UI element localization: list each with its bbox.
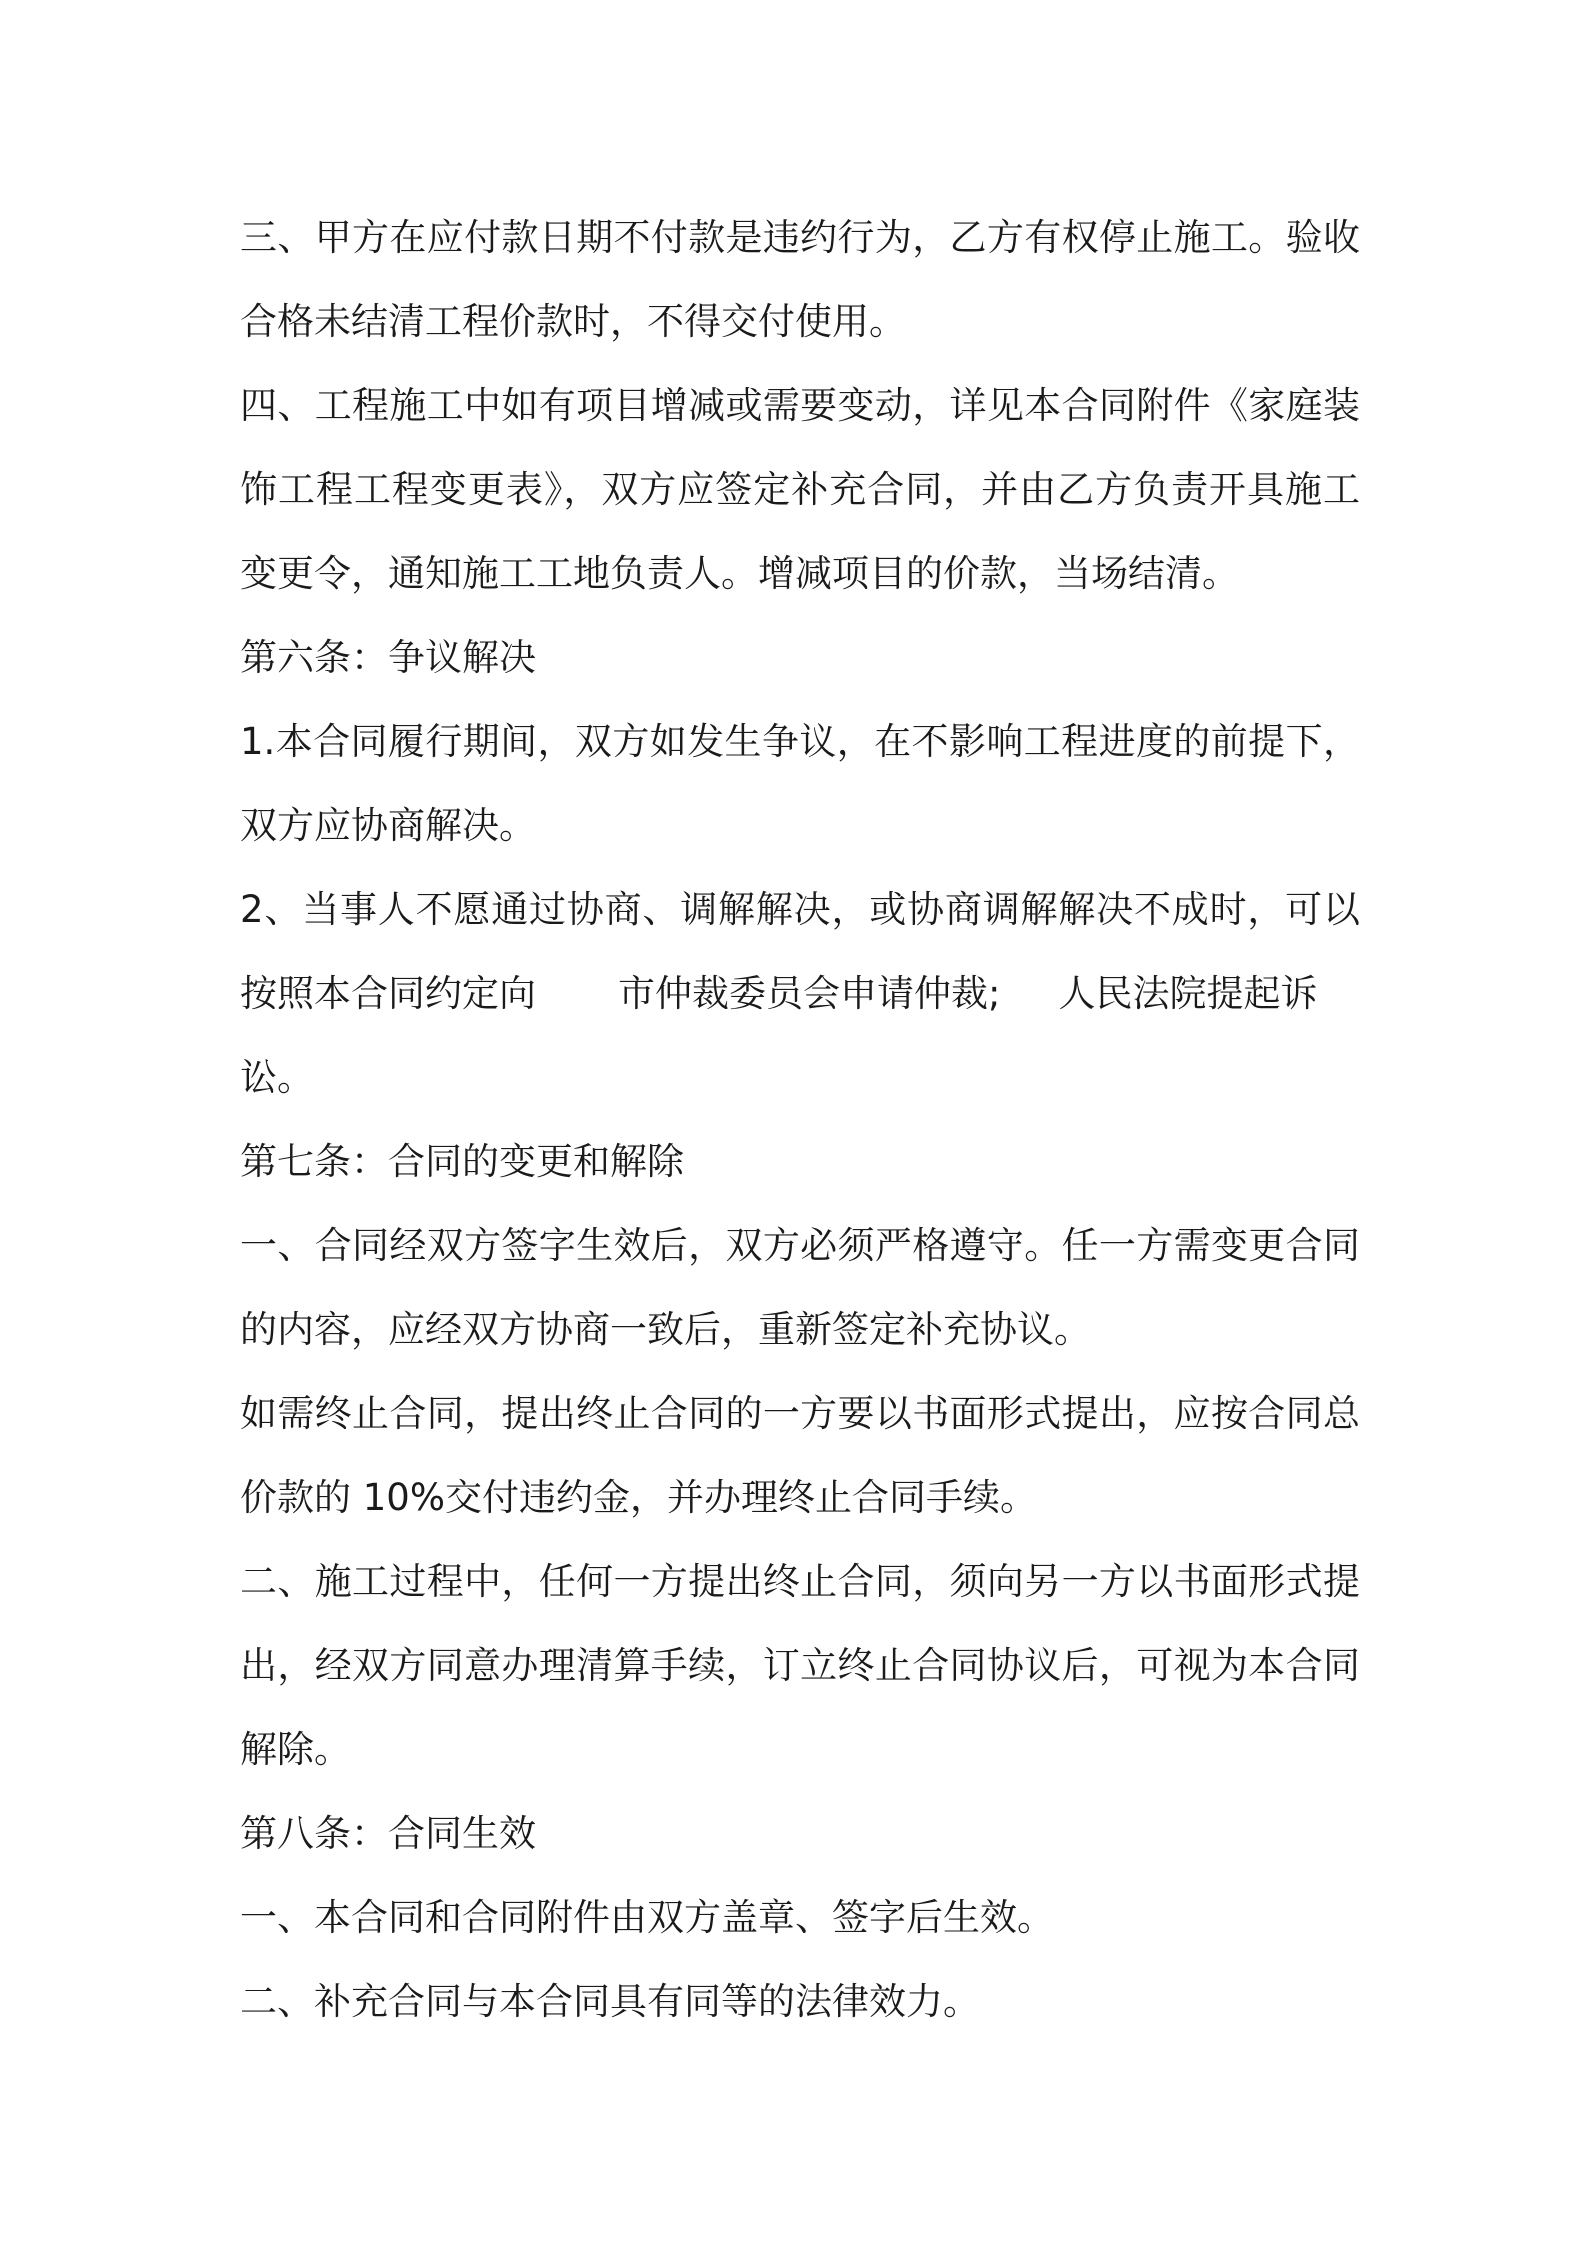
paragraph-line: 如需终止合同，提出终止合同的一方要以书面形式提出，应按合同总 <box>240 1392 1360 1435</box>
paragraph-line: 出，经双方同意办理清算手续，订立终止合同协议后，可视为本合同 <box>240 1644 1360 1687</box>
paragraph-line: 解除。 <box>240 1728 351 1771</box>
paragraph-line: 四、工程施工中如有项目增减或需要变动，详见本合同附件《家庭装 <box>240 384 1360 427</box>
arbitration-text-part3: 人民法院提起诉 <box>1058 972 1318 1015</box>
paragraph-line: 饰工程工程变更表》，双方应签定补充合同，并由乙方负责开具施工 <box>240 468 1360 511</box>
section-heading: 第七条：合同的变更和解除 <box>240 1140 684 1183</box>
paragraph-line: 三、甲方在应付款日期不付款是违约行为，乙方有权停止施工。验收 <box>240 216 1360 259</box>
paragraph-line: 1.本合同履行期间，双方如发生争议，在不影响工程进度的前提下， <box>240 720 1360 763</box>
paragraph-line: 二、施工过程中，任何一方提出终止合同，须向另一方以书面形式提 <box>240 1560 1360 1603</box>
paragraph-line: 一、合同经双方签字生效后，双方必须严格遵守。任一方需变更合同 <box>240 1224 1360 1267</box>
arbitration-text-part2: 市仲裁委员会申请仲裁; <box>618 972 1001 1015</box>
paragraph-line: 合格未结清工程价款时，不得交付使用。 <box>240 300 906 343</box>
paragraph-line: 变更令，通知施工工地负责人。增减项目的价款，当场结清。 <box>240 552 1239 595</box>
paragraph-line: 2、当事人不愿通过协商、调解解决，或协商调解解决不成时，可以 <box>240 888 1360 931</box>
paragraph-line: 一、本合同和合同附件由双方盖章、签字后生效。 <box>240 1896 1054 1939</box>
paragraph-line: 双方应协商解决。 <box>240 804 536 847</box>
document-body <box>240 196 1360 2044</box>
paragraph-line-with-blanks <box>240 952 1360 1036</box>
paragraph-line: 的内容，应经双方协商一致后，重新签定补充协议。 <box>240 1308 1091 1351</box>
section-heading: 第八条：合同生效 <box>240 1812 536 1855</box>
paragraph-line: 二、补充合同与本合同具有同等的法律效力。 <box>240 1980 980 2023</box>
paragraph-line: 讼。 <box>240 1056 314 1099</box>
arbitration-text-part1: 按照本合同约定向 <box>240 972 536 1015</box>
section-heading: 第六条：争议解决 <box>240 636 536 679</box>
paragraph-line: 价款的 10%交付违约金，并办理终止合同手续。 <box>240 1476 1037 1519</box>
